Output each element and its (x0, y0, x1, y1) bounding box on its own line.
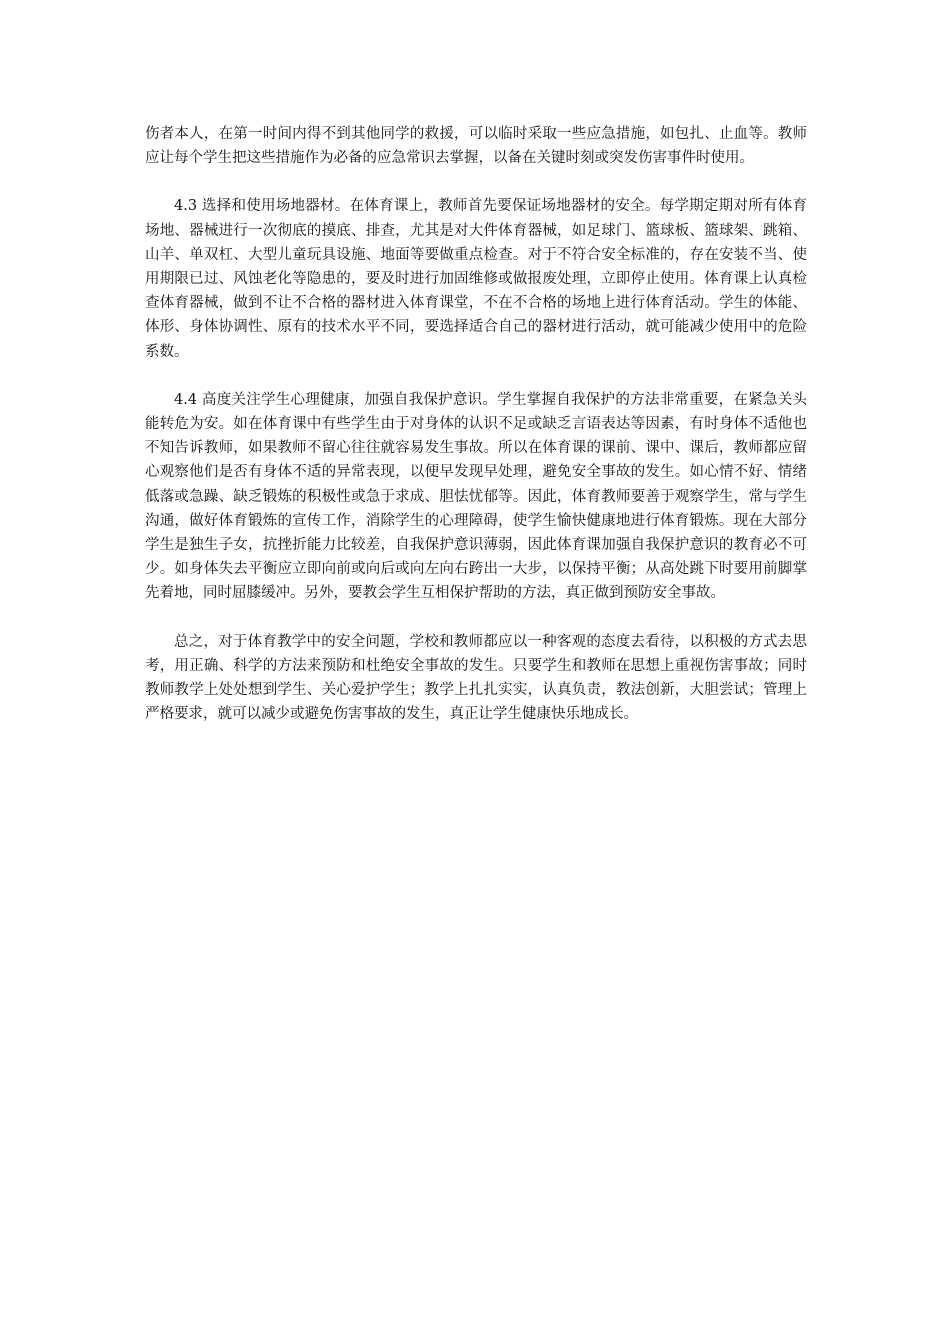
paragraph-section-4-4: 4.4 高度关注学生心理健康，加强自我保护意识。学生掌握自我保护的方法非常重要，在紧急关头能转危为安。如在体育课中有些学生由于对身体的认识不足或缺乏言语表达等因素，有时身体不适他也不知告诉教师，如果教师不留心往往就容易发生事故。所以在体育课的课前、课中、课后，教师都应留心观察他们是否有身体不适的异常表现，以便早发现早处理，避免安全事故的发生。如心情不好、情绪低落或急躁、缺乏锻炼的积极性或急于求成、胆怯忧郁等。因此，体育教师要善于观察学生，常与学生沟通，做好体育锻炼的宣传工作，消除学生的心理障碍，使学生愉快健康地进行体育锻炼。现在大部分学生是独生子女，抗挫折能力比较差，自我保护意识薄弱，因此体育课加强自我保护意识的教育必不可少。如身体失去平衡应立即向前或向后或向左向右跨出一大步，以保持平衡；从高处跳下时要用前脚掌先着地，同时屈膝缓冲。另外，要教会学生互相保护帮助的方法，真正做到预防安全事故。 (145, 391, 807, 602)
paragraph-first-aid: 伤者本人，在第一时间内得不到其他同学的救援，可以临时采取一些应急措施，如包扎、止血等。教师应让每个学生把这些措施作为必备的应急常识去掌握，以备在关键时刻或突发伤害事件时使用。 (145, 126, 807, 167)
document-body (145, 122, 807, 750)
paragraph-section-4-3: 4.3 选择和使用场地器材。在体育课上，教师首先要保证场地器材的安全。每学期定期对所有体育场地、器械进行一次彻底的摸底、排查，尤其是对大件体育器械，如足球门、篮球板、篮球架、跳箱、山羊、单双杠、大型儿童玩具设施、地面等要做重点检查。对于不符合安全标准的，存在安装不当、使用期限已过、风蚀老化等隐患的，要及时进行加固维修或做报废处理，立即停止使用。体育课上认真检查体育器械，做到不让不合格的器材进入体育课堂，不在不合格的场地上进行体育活动。学生的体能、体形、身体协调性、原有的技术水平不同，要选择适合自己的器材进行活动，就可能减少使用中的危险系数。 (145, 198, 807, 360)
paragraph-conclusion: 总之，对于体育教学中的安全问题，学校和教师都应以一种客观的态度去看待，以积极的方式去思考，用正确、科学的方法来预防和杜绝安全事故的发生。只要学生和教师在思想上重视伤害事故；同时教师教学上处处想到学生、关心爱护学生；教学上扎扎实实，认真负责，教法创新，大胆尝试；管理上严格要求，就可以减少或避免伤害事故的发生，真正让学生健康快乐地成长。 (145, 633, 807, 723)
